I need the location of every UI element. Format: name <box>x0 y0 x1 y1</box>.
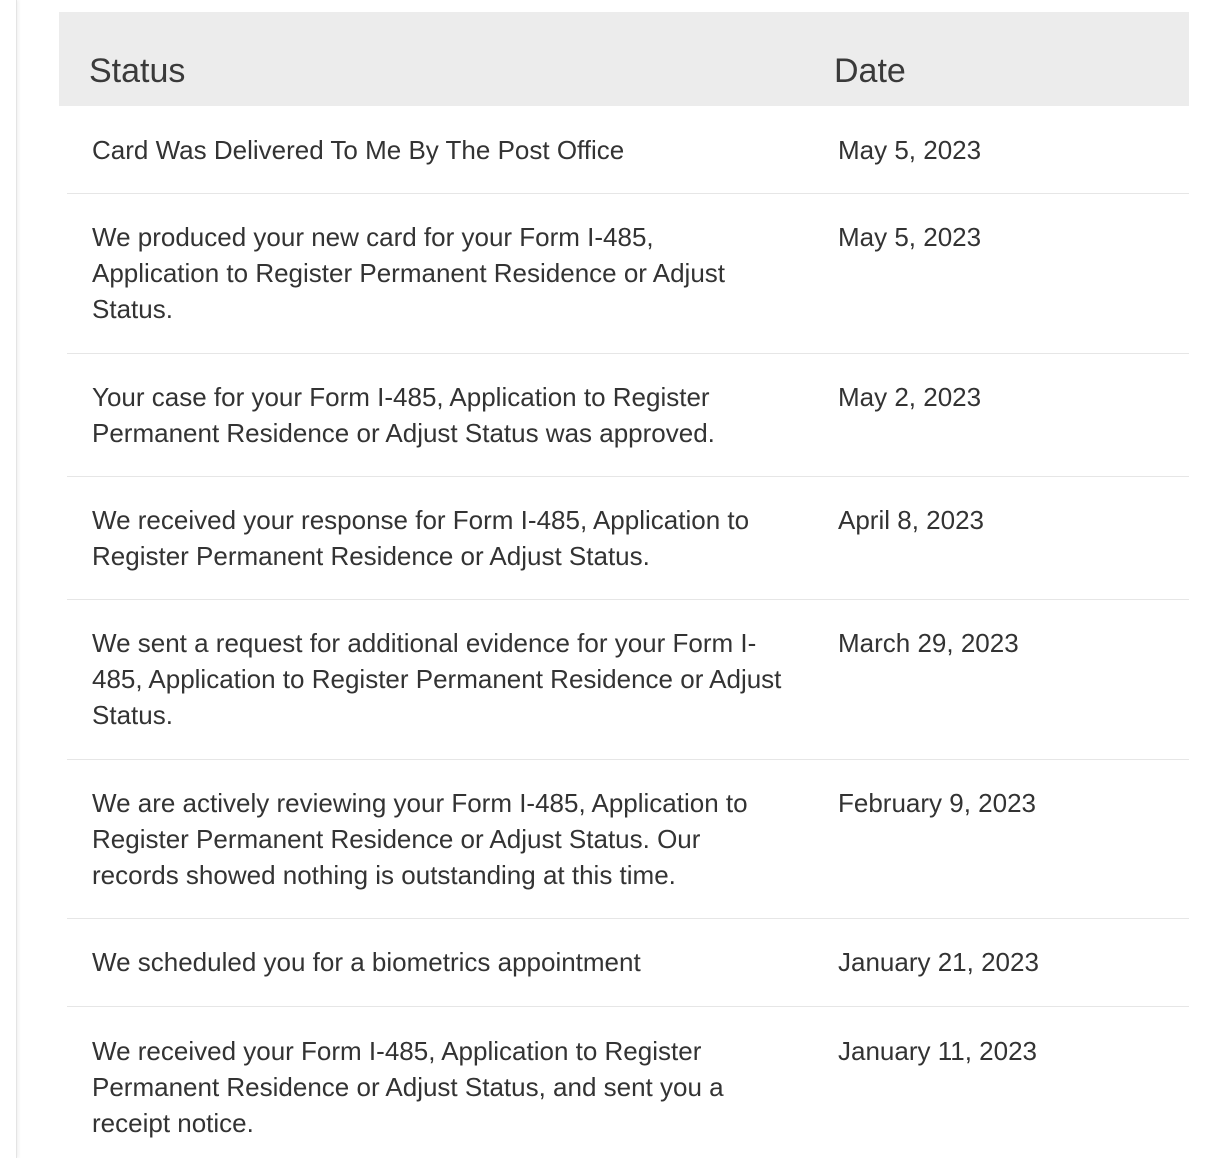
table-row <box>67 1007 1189 1157</box>
date-cell: January 11, 2023 <box>838 1036 1037 1066</box>
date-cell: May 5, 2023 <box>838 222 982 252</box>
status-cell: Card Was Delivered To Me By The Post Office <box>92 135 625 165</box>
table-row <box>67 354 1189 477</box>
table-row <box>67 106 1189 194</box>
date-cell: January 21, 2023 <box>838 947 1039 977</box>
table-row <box>67 760 1189 919</box>
status-cell: We scheduled you for a biometrics appointment <box>92 947 641 977</box>
date-cell: May 5, 2023 <box>838 135 982 165</box>
table-row <box>67 477 1189 600</box>
column-header-status: Status <box>89 52 186 90</box>
page-left-border <box>0 0 17 1158</box>
status-cell: We produced your new card for your Form I-485, Application to Register Permanent Residence or Adjust Status. <box>92 222 726 324</box>
case-history-table <box>59 12 1189 1157</box>
date-cell: April 8, 2023 <box>838 505 984 535</box>
table-row <box>67 919 1189 1007</box>
table-row <box>67 600 1189 760</box>
date-cell: March 29, 2023 <box>838 628 1019 658</box>
date-cell: May 2, 2023 <box>838 382 982 412</box>
status-cell: We sent a request for additional evidence for your Form I-485, Application to Register Permanent Residence or Adjust Status. <box>92 628 782 730</box>
date-cell: February 9, 2023 <box>838 788 1037 818</box>
status-cell: We received your Form I-485, Application to Register Permanent Residence or Adjust Status, and sent you a receipt notice. <box>92 1036 724 1138</box>
table-row <box>67 194 1189 354</box>
status-cell: We are actively reviewing your Form I-485, Application to Register Permanent Residence or Adjust Status. Our records showed nothing is outstanding at this time. <box>92 788 748 890</box>
column-header-date: Date <box>834 52 906 90</box>
table-body <box>67 106 1189 1157</box>
status-cell: Your case for your Form I-485, Application to Register Permanent Residence or Adjust Status was approved. <box>92 382 715 448</box>
status-cell: We received your response for Form I-485, Application to Register Permanent Residence or Adjust Status. <box>92 505 750 571</box>
table-header <box>59 12 1189 106</box>
